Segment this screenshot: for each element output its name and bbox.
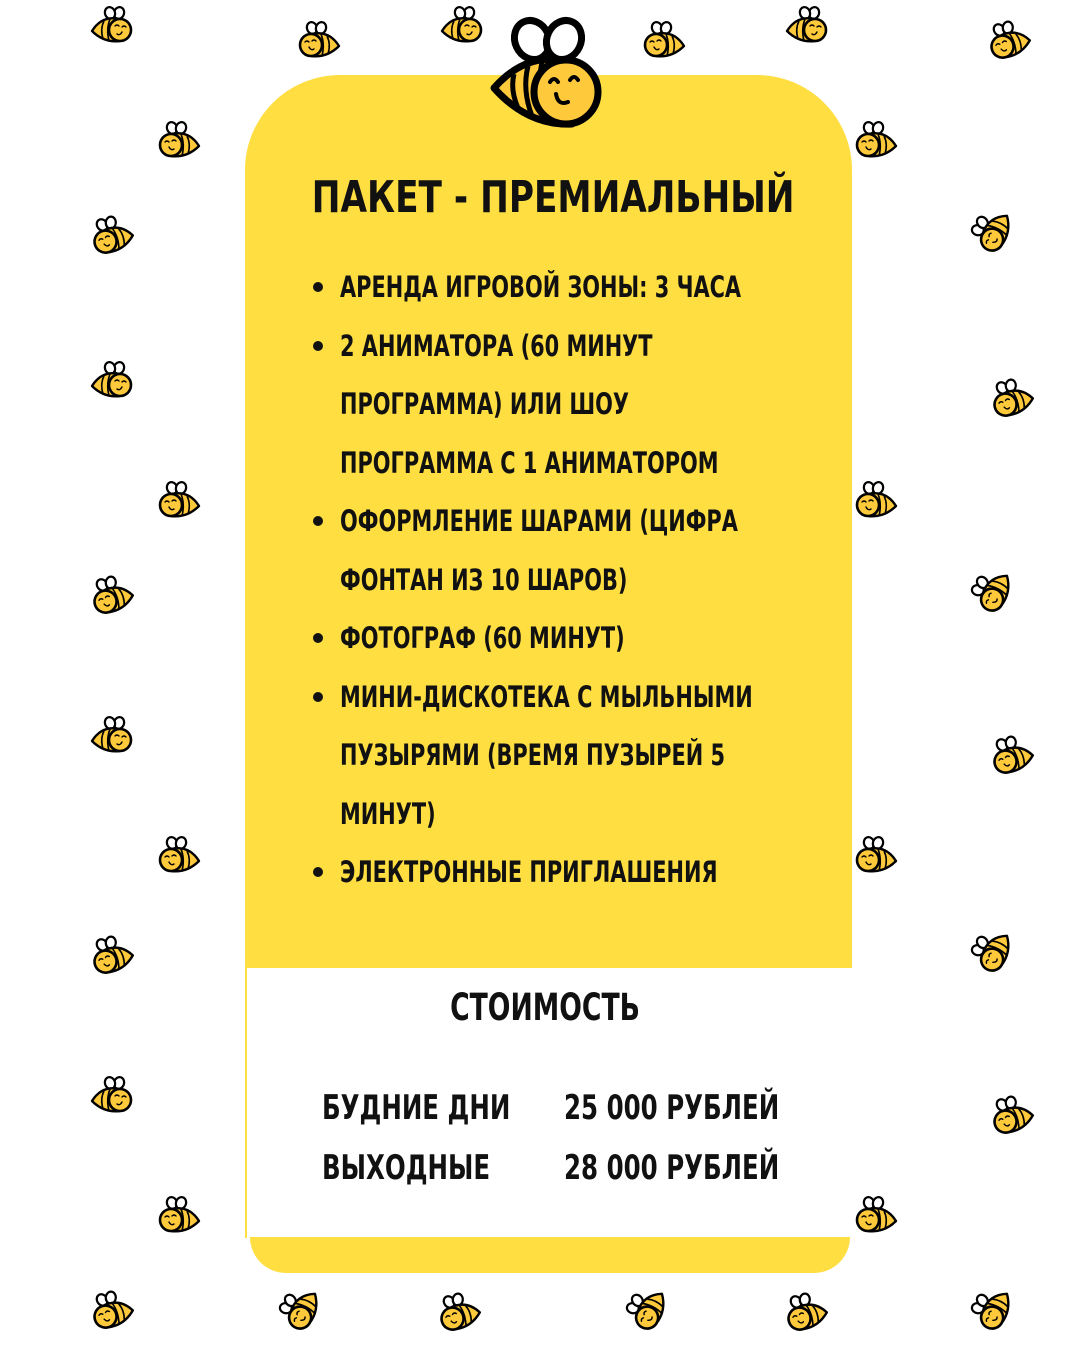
bee-icon (155, 835, 201, 875)
feature-item (310, 668, 850, 844)
price-label: БУДНИЕ ДНИ (322, 1088, 511, 1128)
bullet-icon (313, 516, 323, 526)
feature-item (310, 609, 850, 668)
bee-icon (440, 5, 486, 45)
feature-item (310, 258, 850, 317)
bee-icon (988, 1095, 1034, 1135)
feature-text: ПРОГРАММА С 1 АНИМАТОРОМ (340, 445, 719, 480)
feature-text: ЭЛЕКТРОННЫЕ ПРИГЛАШЕНИЯ (340, 855, 718, 889)
bee-icon (90, 5, 136, 45)
feature-text: ОФОРМЛЕНИЕ ШАРАМИ (ЦИФРА (340, 504, 738, 538)
bee-icon (278, 1288, 324, 1328)
bee-icon (782, 1292, 828, 1332)
feature-item (310, 492, 850, 609)
bee-icon (852, 1195, 898, 1235)
feature-list (310, 258, 850, 902)
feature-text: МИНУТ) (340, 796, 436, 831)
bee-icon (970, 930, 1016, 970)
feature-text: ФОНТАН ИЗ 10 ШАРОВ) (340, 562, 628, 597)
bee-icon (970, 1288, 1016, 1328)
bullet-icon (313, 692, 323, 702)
feature-text: МИНИ-ДИСКОТЕКА С МЫЛЬНЫМИ (340, 679, 753, 714)
bullet-icon (313, 282, 323, 292)
bullet-icon (313, 633, 323, 643)
feature-text: ПУЗЫРЯМИ (ВРЕМЯ ПУЗЫРЕЙ 5 (340, 738, 725, 772)
bee-icon (852, 120, 898, 160)
bee-icon (435, 1292, 481, 1332)
bee-icon (155, 120, 201, 160)
bee-icon (640, 20, 686, 60)
price-label: ВЫХОДНЫЕ (322, 1148, 491, 1188)
bullet-icon (313, 341, 323, 351)
bee-icon (985, 20, 1031, 60)
bee-icon (970, 210, 1016, 250)
bee-icon (295, 20, 341, 60)
feature-item (310, 843, 850, 902)
bee-icon (155, 480, 201, 520)
bee-icon (625, 1288, 671, 1328)
bee-icon (988, 378, 1034, 418)
bee-logo-icon (488, 8, 606, 136)
price-row-weekdays (322, 1088, 842, 1138)
price-value: 25 000 РУБЛЕЙ (564, 1088, 780, 1128)
card-footer-strip (250, 1237, 850, 1273)
bee-icon (88, 575, 134, 615)
bee-icon (970, 570, 1016, 610)
pricing-title: СТОИМОСТЬ (450, 986, 640, 1029)
feature-text: АРЕНДА ИГРОВОЙ ЗОНЫ: 3 ЧАСА (340, 270, 742, 304)
package-title: ПАКЕТ - ПРЕМИАЛЬНЫЙ (311, 172, 795, 223)
bee-icon (88, 1290, 134, 1330)
bee-icon (88, 935, 134, 975)
feature-text: ФОТОГРАФ (60 МИНУТ) (340, 621, 625, 655)
feature-item (310, 317, 850, 493)
bee-icon (90, 1075, 136, 1115)
bee-icon (90, 360, 136, 400)
bee-icon (785, 5, 831, 45)
bee-icon (852, 835, 898, 875)
price-row-weekends (322, 1148, 842, 1198)
feature-text: 2 АНИМАТОРА (60 МИНУТ (340, 328, 653, 363)
bee-icon (988, 735, 1034, 775)
bee-icon (90, 715, 136, 755)
feature-text: ПРОГРАММА) ИЛИ ШОУ (340, 387, 630, 421)
bee-icon (852, 480, 898, 520)
bee-icon (155, 1195, 201, 1235)
bullet-icon (313, 867, 323, 877)
bee-icon (88, 215, 134, 255)
price-value: 28 000 РУБЛЕЙ (564, 1148, 780, 1188)
